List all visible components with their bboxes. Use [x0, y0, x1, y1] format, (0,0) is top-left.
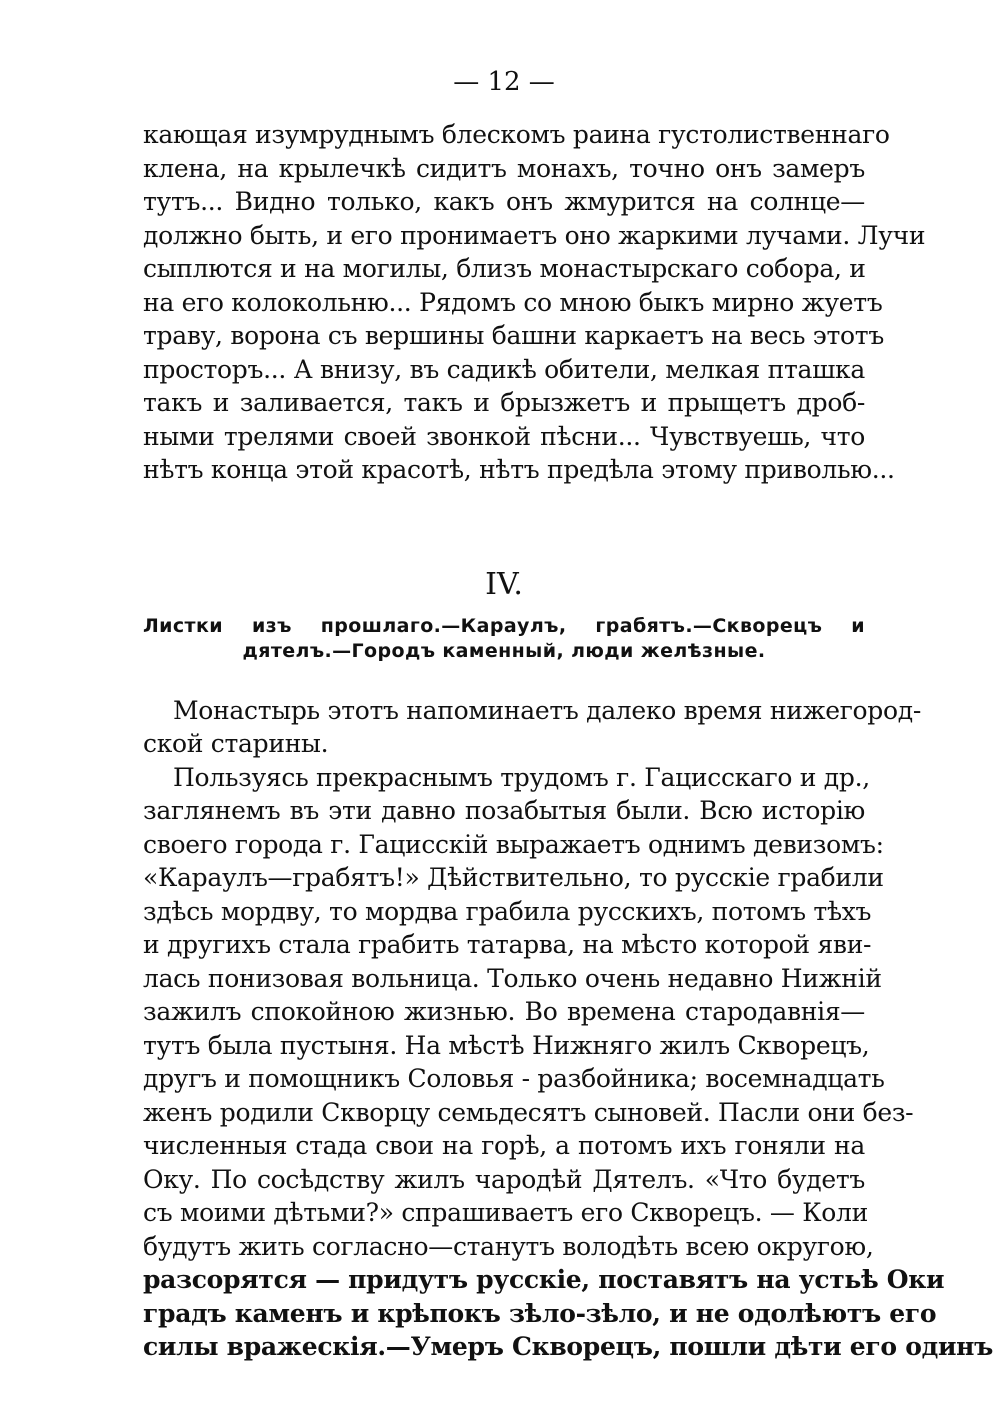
text-line: тутъ... Видно только, какъ онъ жмурится на солнце—	[143, 187, 865, 216]
text-line: ными трелями своей звонкой пѣсни... Чувствуешь, что	[143, 421, 865, 451]
page-number: — 12 —	[453, 67, 555, 97]
text-line: женъ родили Скворцу семьдесятъ сыновей. Пасли они без-	[143, 1097, 914, 1127]
text-line: численныя стада свои на горѣ, а потомъ ихъ гоняли на	[143, 1131, 865, 1160]
text-line: такъ и заливается, такъ и брызжетъ и прыщетъ дроб-	[143, 388, 865, 417]
text-line: другъ и помощникъ Соловья - разбойника; восемнадцать	[143, 1064, 885, 1093]
text-line: просторъ... А внизу, въ садикѣ обители, мелкая пташка	[143, 354, 865, 384]
text-line: «Караулъ—грабятъ!» Дѣйствительно, то русскіе грабили	[143, 863, 884, 892]
text-line: сыплются и на могилы, близъ монастырскаго собора, и	[143, 254, 866, 283]
text-line: Монастырь этотъ напоминаетъ далеко время нижегород-	[173, 695, 922, 725]
summary-line: Листки изъ прошлаго.—Караулъ, грабятъ.—Скворецъ и	[143, 614, 865, 637]
text-line: траву, ворона съ вершины башни каркаетъ на весь этотъ	[143, 321, 884, 350]
text-line: зажилъ спокойною жизнью. Во времена стародавнія—	[143, 997, 865, 1026]
text-line: нѣтъ конца этой красотѣ, нѣтъ предѣла этому приволью...	[143, 455, 895, 484]
text-line: должно быть, и его пронимаетъ оно жаркими лучами. Лучи	[143, 220, 926, 250]
text-line: ской старины.	[143, 729, 329, 758]
text-line: заглянемъ въ эти давно позабытыя были. Всю исторію	[143, 796, 865, 825]
text-line: на его колокольню... Рядомъ со мною быкъ мирно жуетъ	[143, 287, 883, 317]
text-line: градъ каменъ и крѣпокъ зѣло-зѣло, и не одолѣютъ его	[143, 1298, 937, 1328]
chapter-number: IV.	[485, 566, 523, 602]
text-line: лась понизовая вольница. Только очень недавно Нижній	[143, 963, 882, 993]
book-page	[143, 62, 994, 1364]
chapter-summary	[143, 614, 865, 664]
paragraph-1	[143, 694, 922, 761]
summary-line: дятелъ.—Городъ каменный, люди желѣзные.	[242, 639, 766, 662]
text-line: кающая изумруднымъ блескомъ раина густолиственнаго	[143, 120, 890, 149]
text-line: тутъ была пустыня. На мѣстѣ Нижняго жилъ Скворецъ,	[143, 1030, 870, 1060]
text-line: будутъ жить согласно—станутъ володѣть всею округою,	[143, 1231, 874, 1261]
text-line: здѣсь мордву, то мордва грабила русскихъ, потомъ тѣхъ	[143, 896, 872, 926]
continued-text	[143, 118, 926, 487]
text-line: и другихъ стала грабить татарва, на мѣсто которой яви-	[143, 930, 872, 959]
text-line: Оку. По сосѣдству жилъ чародѣй Дятелъ. «Что будетъ	[143, 1164, 865, 1194]
text-line: клена, на крылечкѣ сидитъ монахъ, точно онъ замеръ	[143, 153, 865, 183]
text-line: Пользуясь прекраснымъ трудомъ г. Гацисскаго и др.,	[173, 762, 870, 792]
text-line: съ моими дѣтьми?» спрашиваетъ его Скворецъ. — Коли	[143, 1198, 869, 1227]
text-line: своего города г. Гацисскій выражаетъ однимъ девизомъ:	[143, 829, 884, 859]
text-line: разсорятся — придутъ русскіе, поставятъ на устьѣ Оки	[143, 1265, 945, 1294]
text-line: силы вражескія.—Умеръ Скворецъ, пошли дѣти его одинъ	[143, 1332, 994, 1361]
paragraph-2	[143, 761, 994, 1364]
